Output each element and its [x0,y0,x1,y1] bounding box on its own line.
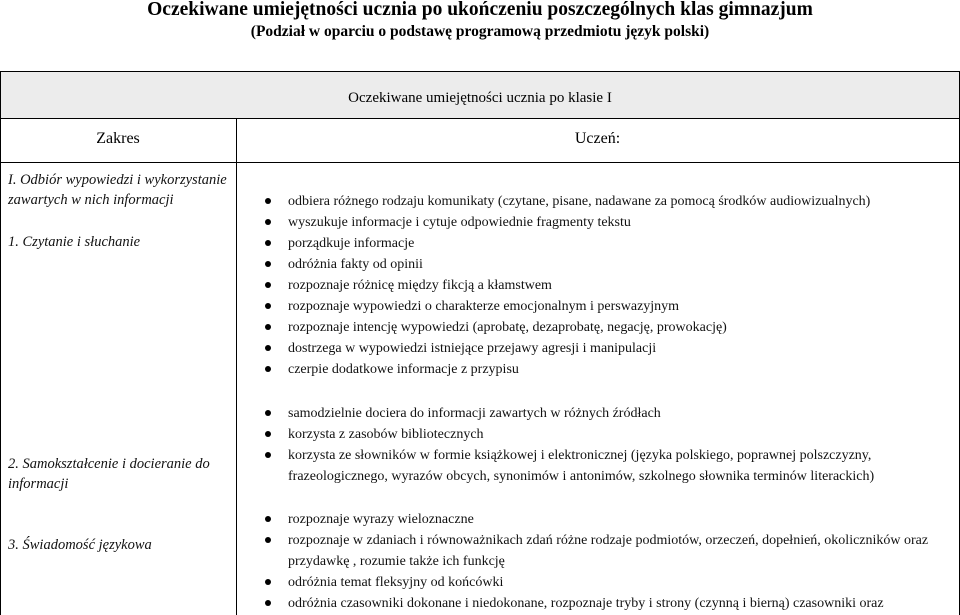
list-item: korzysta ze słowników w formie książkowej i elektronicznej (języka polskiego, poprawnej polszczyzny, frazeologicznego, wyrazów obcych, synonimów i antonimów, szkolnego słownika terminów literackich) [262,445,956,487]
section1-sub: 1. Czytanie i słuchanie [8,234,141,250]
list-item: rozpoznaje różnicę między fikcją a kłamstwem [262,275,956,296]
list-item: czerpie dodatkowe informacje z przypisu [262,359,956,380]
class-header: Oczekiwane umiejętności ucznia po klasie I [348,90,612,106]
column-header-uczen: Uczeń: [574,130,621,147]
list-item: dostrzega w wypowiedzi istniejące przejawy agresji i manipulacji [262,338,956,359]
table-divider [236,118,237,615]
table-border-header [0,118,960,119]
list-item: rozpoznaje w zdaniach i równoważnikach zdań różne rodzaje podmiotów, orzeczeń, dopełnień, okoliczników oraz przydawkę , rozumie także ich funkcję [262,530,956,572]
list-item: rozpoznaje intencję wypowiedzi (aprobatę, dezaprobatę, negację, prowokację) [262,317,956,338]
list-item: odróżnia fakty od opinii [262,254,956,275]
list-item: rozpoznaje wypowiedzi o charakterze emocjonalnym i perswazyjnym [262,296,956,317]
list-item: odbiera różnego rodzaju komunikaty (czytane, pisane, nadawane za pomocą środków audiowizualnych) [262,191,956,212]
section3-sub: 3. Świadomość językowa [8,537,152,553]
table-border-columns [0,162,960,163]
list-item: odróżnia czasowniki dokonane i niedokonane, rozpoznaje tryby i strony (czynną i bierną) czasowniki oraz [262,593,956,614]
section3-list [262,509,956,614]
list-item: korzysta z zasobów bibliotecznych [262,424,956,445]
section1-heading: I. Odbiór wypowiedzi i wykorzystanie zawartych w nich informacji [8,172,227,208]
table-border-top [0,71,960,72]
list-item: samodzielnie dociera do informacji zawartych w różnych źródłach [262,403,956,424]
page-subtitle: (Podział w oparciu o podstawę programową przedmiotu język polski) [250,23,710,40]
list-item: wyszukuje informacje i cytuje odpowiednie fragmenty tekstu [262,212,956,233]
section1-list [262,191,956,380]
list-item: porządkuje informacje [262,233,956,254]
section2-list [262,403,956,487]
column-header-zakres: Zakres [96,130,140,147]
page-title: Oczekiwane umiejętności ucznia po ukończeniu poszczególnych klas gimnazjum [147,0,813,20]
list-item: odróżnia temat fleksyjny od końcówki [262,572,956,593]
list-item: rozpoznaje wyrazy wieloznaczne [262,509,956,530]
section2-sub: 2. Samokształcenie i docieranie do informacji [8,456,210,492]
table-border-left [0,71,1,615]
